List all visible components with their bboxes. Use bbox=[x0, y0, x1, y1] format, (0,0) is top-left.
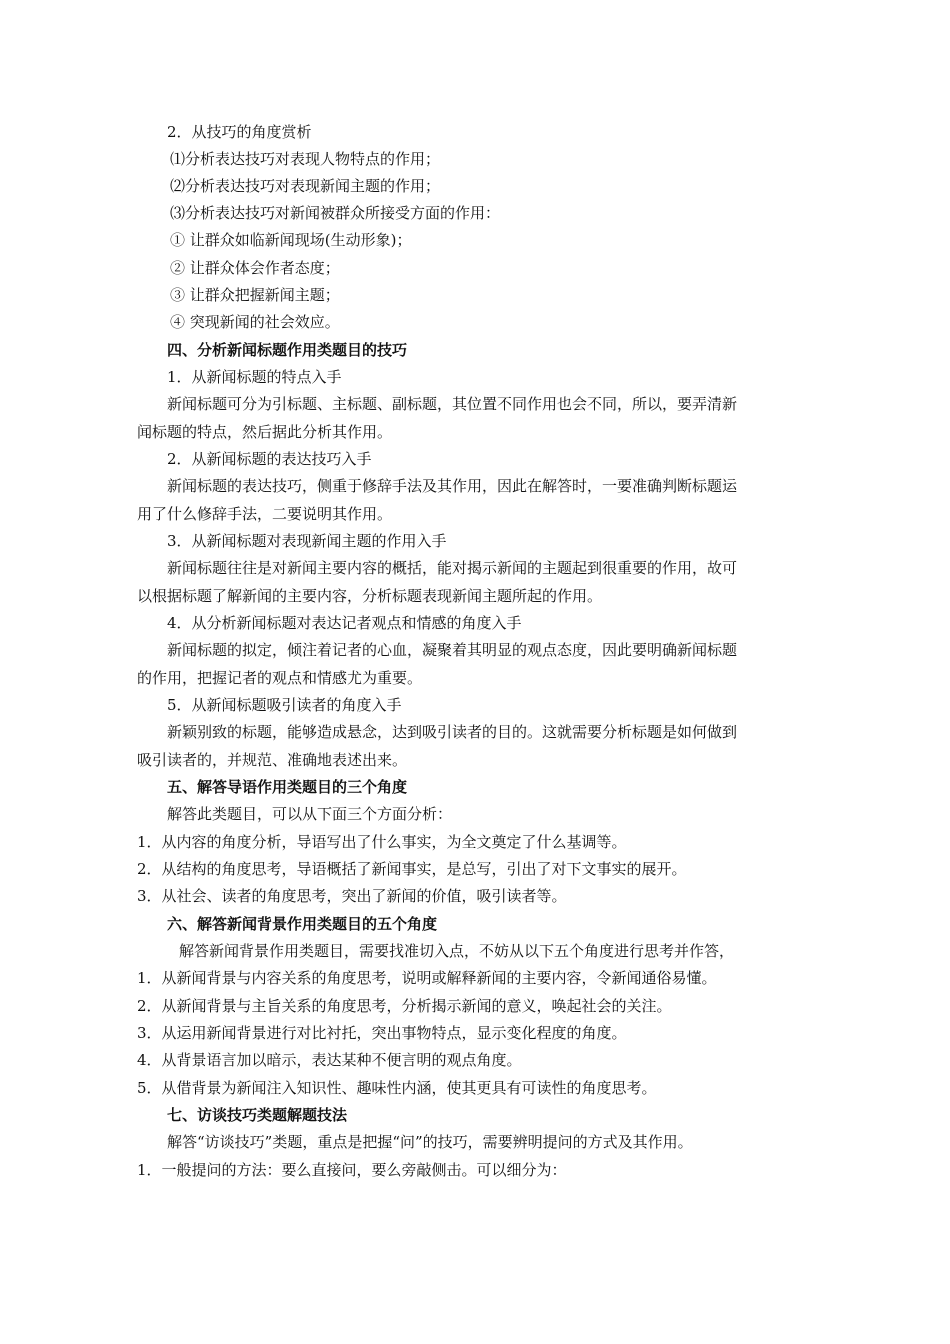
text-line: 3．从新闻标题对表现新闻主题的作用入手 bbox=[167, 532, 447, 550]
text-line: 2．从新闻标题的表达技巧入手 bbox=[167, 450, 372, 468]
text-line: ④ 突现新闻的社会效应。 bbox=[170, 313, 340, 331]
text-line: 1．从内容的角度分析，导语写出了什么事实，为全文奠定了什么基调等。 bbox=[137, 833, 627, 851]
text-line: 4．从分析新闻标题对表达记者观点和情感的角度入手 bbox=[167, 614, 522, 632]
text-line: 2．从新闻背景与主旨关系的角度思考，分析揭示新闻的意义，唤起社会的关注。 bbox=[137, 997, 672, 1015]
text-line: 新闻标题的表达技巧，侧重于修辞手法及其作用，因此在解答时，一要准确判断标题运 bbox=[167, 477, 738, 495]
text-line: 闻标题的特点，然后据此分析其作用。 bbox=[137, 423, 393, 441]
section-heading: 五、解答导语作用类题目的三个角度 bbox=[167, 778, 408, 796]
text-line: 2．从结构的角度思考，导语概括了新闻事实，是总写，引出了对下文事实的展开。 bbox=[137, 860, 687, 878]
text-line: 1．从新闻标题的特点入手 bbox=[167, 368, 342, 386]
text-line: 3．从运用新闻背景进行对比衬托，突出事物特点，显示变化程度的角度。 bbox=[137, 1024, 627, 1042]
section-heading: 六、解答新闻背景作用类题目的五个角度 bbox=[167, 915, 438, 933]
text-line: 5．从新闻标题吸引读者的角度入手 bbox=[167, 696, 402, 714]
text-line: ① 让群众如临新闻现场(生动形象)； bbox=[170, 231, 412, 249]
text-line: 以根据标题了解新闻的主要内容，分析标题表现新闻主题所起的作用。 bbox=[137, 587, 603, 605]
text-line: 吸引读者的，并规范、准确地表述出来。 bbox=[137, 751, 408, 769]
text-line: 新颖别致的标题，能够造成悬念，达到吸引读者的目的。这就需要分析标题是如何做到 bbox=[167, 723, 738, 741]
section-heading: 四、分析新闻标题作用类题目的技巧 bbox=[167, 341, 408, 359]
text-line: 新闻标题往往是对新闻主要内容的概括，能对揭示新闻的主题起到很重要的作用，故可 bbox=[167, 559, 738, 577]
text-line: 解答“访谈技巧”类题，重点是把握“问”的技巧，需要辨明提问的方式及其作用。 bbox=[167, 1133, 693, 1151]
text-line: ③ 让群众把握新闻主题； bbox=[170, 286, 340, 304]
text-line: 1．从新闻背景与内容关系的角度思考，说明或解释新闻的主要内容，令新闻通俗易懂。 bbox=[137, 969, 717, 987]
text-line: ⑴分析表达技巧对表现人物特点的作用； bbox=[170, 150, 441, 168]
text-line: 用了什么修辞手法，二要说明其作用。 bbox=[137, 505, 393, 523]
text-line: 解答新闻背景作用类题目，需要找准切入点，不妨从以下五个角度进行思考并作答， bbox=[179, 942, 735, 960]
text-line: 3．从社会、读者的角度思考，突出了新闻的价值，吸引读者等。 bbox=[137, 887, 567, 905]
text-line: ⑶分析表达技巧对新闻被群众所接受方面的作用： bbox=[170, 204, 501, 222]
text-line: 解答此类题目，可以从下面三个方面分析： bbox=[167, 805, 453, 823]
text-line: 5．从借背景为新闻注入知识性、趣味性内涵，使其更具有可读性的角度思考。 bbox=[137, 1079, 657, 1097]
text-line: 4．从背景语言加以暗示，表达某种不便言明的观点角度。 bbox=[137, 1051, 522, 1069]
text-line: 的作用，把握记者的观点和情感尤为重要。 bbox=[137, 669, 423, 687]
text-line: ⑵分析表达技巧对表现新闻主题的作用； bbox=[170, 177, 441, 195]
text-line: 2．从技巧的角度赏析 bbox=[167, 123, 312, 141]
text-line: ② 让群众体会作者态度； bbox=[170, 259, 340, 277]
text-line: 1．一般提问的方法：要么直接问，要么旁敲侧击。可以细分为： bbox=[137, 1161, 567, 1179]
text-line: 新闻标题的拟定，倾注着记者的心血，凝聚着其明显的观点态度，因此要明确新闻标题 bbox=[167, 641, 738, 659]
text-line: 新闻标题可分为引标题、主标题、副标题，其位置不同作用也会不同，所以，要弄清新 bbox=[167, 395, 738, 413]
section-heading: 七、访谈技巧类题解题技法 bbox=[167, 1106, 348, 1124]
